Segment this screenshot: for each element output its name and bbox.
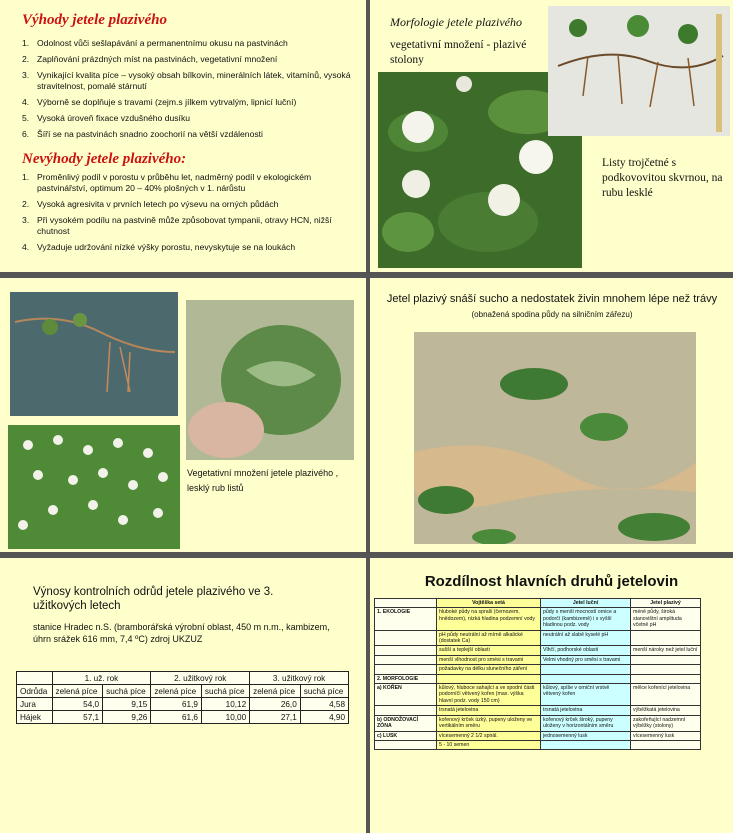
- table-row: Jura 54,0 9,15 61,9 10,12 26,0 4,58: [17, 698, 349, 711]
- list-item: 4. Vyžaduje udržování nízké výšky porostu, nevyskytuje se na loukách: [22, 242, 296, 252]
- table-cell: jednosemenný lusk: [541, 731, 631, 740]
- leaves-caption: Listy trojčetné s podkovovitou skvrnou, na rubu lesklé: [602, 157, 723, 199]
- table-cell: neutrální až slabě kyselé pH: [541, 630, 631, 646]
- header-cell: Jetel luční: [541, 599, 631, 608]
- table-row: [375, 608, 701, 630]
- stolon-mesh-photo: [10, 292, 178, 416]
- subheader-cell: zelená píce: [52, 685, 103, 698]
- table-cell: trsnatá jetelovina: [541, 706, 631, 715]
- table-cell: [375, 665, 437, 674]
- divider-vertical-bottom: [366, 558, 370, 833]
- subheader-cell: zelená píce: [250, 685, 301, 698]
- table-cell: půdy s menší mocností ornice a podorčí (kambizemě) i s vyšší hladinou podz. vody: [541, 608, 631, 630]
- subheader-cell: zelená píce: [151, 685, 202, 698]
- year-2-header: 2. užitkový rok: [151, 672, 250, 685]
- bare-soil-photo: [414, 332, 696, 544]
- table-cell: [631, 665, 701, 674]
- table-header-row: [375, 599, 701, 608]
- subheader-cell: suchá píce: [201, 685, 249, 698]
- table-row: [375, 630, 701, 646]
- table-cell: vícesemenný 2 1/2 spirál.: [437, 731, 541, 740]
- year-1-header: 1. už. rok: [52, 672, 151, 685]
- table-row: [375, 684, 701, 706]
- list-item: 1. Odolnost vůči sešlapávání a permanentnímu okusu na pastvinách: [22, 38, 288, 48]
- variety-header: Odrůda: [17, 685, 53, 698]
- table-cell: trsnatá jetelovina: [437, 706, 541, 715]
- table-row: [375, 715, 701, 731]
- drought-note: (obnažená spodina půdy na silničním zářezu): [471, 310, 633, 319]
- list-item: 2. Zaplňování prázdných míst na pastvinách, vegetativní množení: [22, 54, 278, 64]
- table-cell: kůlový, spíše v orniční vrstvě větvený kořen: [541, 684, 631, 706]
- list-item: 5. Vysoká úroveň fixace vzdušného dusíku: [22, 113, 191, 123]
- slide-comparison: [370, 558, 733, 833]
- table-cell: menší vlhodnost pro smési s travami: [437, 655, 541, 664]
- list-item: 1. Proměnlivý podíl v porostu v průběhu let, nadměrný podíl v ekologickém pastvinářství, optimum 20 – 40% plošných v 1. nárůstu: [22, 172, 312, 193]
- white-clover-lawn-photo: [8, 425, 180, 549]
- table-cell: [375, 740, 437, 749]
- subheader-cell: suchá píce: [103, 685, 151, 698]
- table-cell: zakořeňující nadzemní výběžky (stolony): [631, 715, 701, 731]
- header-cell: [375, 599, 437, 608]
- table-cell: [541, 665, 631, 674]
- table-cell: b) ODNOŽOVACÍ ZÓNA: [375, 715, 437, 731]
- vegetative-caption: Vegetativní množení jetele plazivého , lesklý rub listů: [187, 468, 339, 493]
- table-cell: [375, 630, 437, 646]
- table-row: [375, 706, 701, 715]
- table-cell: [375, 655, 437, 664]
- comparison-title: Rozdílnost hlavních druhů jetelovin: [424, 573, 679, 590]
- table-cell: výběžkatá jetelovina: [631, 706, 701, 715]
- table-cell: mělce kořenící jetelovina: [631, 684, 701, 706]
- table-row: Hájek 57,1 9,26 61,6 10,00 27,1 4,90: [17, 711, 349, 724]
- list-item: 2. Vysoká agresivita v prvních letech po výsevu na orných půdách: [22, 199, 279, 209]
- list-item: 6. Šíří se na pastvinách snadno zoochorií na větší vzdálenosti: [22, 129, 263, 139]
- table-subheader-row: [17, 685, 349, 698]
- table-cell: hluboké půdy na spraši (černozem, hnědozem), nízká hladina podzemní vody: [437, 608, 541, 630]
- table-cell: [541, 674, 631, 683]
- table-cell: Vlhčí, podhorské oblasti: [541, 646, 631, 655]
- list-item: 4. Výborně se doplňuje s travami (zejm.s jílkem vytrvalým, lipnicí luční): [22, 97, 297, 107]
- year-3-header: 3. užitkový rok: [250, 672, 349, 685]
- list-item: 3. Při vysokém podílu na pastvině může způsobovat tympanii, otravy HCN, nižší chutnost: [22, 215, 332, 236]
- comparison-table: [374, 598, 701, 750]
- table-cell: [631, 740, 701, 749]
- table-cell: požadavky na délku slunečního záření: [437, 665, 541, 674]
- table-cell: 5 - 10 semen: [437, 740, 541, 749]
- yields-table: [16, 671, 349, 724]
- table-row: [375, 731, 701, 740]
- table-cell: [541, 740, 631, 749]
- advantages-list: [22, 38, 352, 145]
- divider-vertical-middle: [366, 278, 370, 552]
- divider-vertical-top: [366, 0, 370, 272]
- subheader-cell: suchá píce: [300, 685, 348, 698]
- table-cell: kořenový krček úzký, pupeny uloženy ve vertikálním směru: [437, 715, 541, 731]
- morphology-title: Morfologie jetele plazivého: [390, 15, 522, 29]
- table-cell: [437, 674, 541, 683]
- list-item: 3. Vynikající kvalita píce – vysoký obsah bílkovin, minerálních látek, vitamínů, vysoká stravitelnost, pomalé stárnutí: [22, 70, 351, 91]
- yields-title: Výnosy kontrolních odrůd jetele plazivého ve 3. užitkových letech: [33, 586, 274, 612]
- table-cell: kořenový krček široký, pupeny uloženy v horizontálním směru: [541, 715, 631, 731]
- slide-advantages: [0, 0, 366, 272]
- morphology-subtitle: vegetativní množení - plazivé stolony: [390, 39, 527, 66]
- drought-title: Jetel plazivý snáší sucho a nedostatek živin mnohem lépe než trávy (obnažená spodina půdy na silničním zářezu): [386, 293, 718, 319]
- table-cell: c) LUSK: [375, 731, 437, 740]
- header-cell: Jetel plazivý: [631, 599, 701, 608]
- table-row: [375, 665, 701, 674]
- table-cell: [375, 706, 437, 715]
- table-cell: pH půdy neutrální až mírně alkalické (dostatek Ca): [437, 630, 541, 646]
- yields-subtitle: stanice Hradec n.S. (bramborářská výrobní oblast, 450 m n.m., kambizem, úhrn srážek 616 mm, 7,4 ºC) zdroj UKZUZ: [33, 622, 330, 644]
- table-row: [375, 655, 701, 664]
- disadvantages-list: [22, 172, 342, 258]
- table-cell: 2. MORFOLOGIE: [375, 674, 437, 683]
- slide-drought: [370, 278, 733, 552]
- table-cell: a) KOŘEN: [375, 684, 437, 706]
- header-cell: Vojtěška setá: [437, 599, 541, 608]
- table-cell: [631, 630, 701, 646]
- leaf-underside-photo: [186, 300, 354, 460]
- table-cell: [375, 646, 437, 655]
- table-row: [375, 646, 701, 655]
- table-cell: menší nároky než jetel luční: [631, 646, 701, 655]
- table-row: [375, 674, 701, 683]
- disadvantages-title: Nevýhody jetele plazivého:: [22, 151, 187, 167]
- slide-morphology: [370, 0, 733, 272]
- slide-yields: [0, 558, 366, 833]
- table-cell: [631, 655, 701, 664]
- table-header-row: [17, 672, 349, 685]
- table-row: [375, 740, 701, 749]
- advantages-title: Výhody jetele plazivého: [22, 12, 167, 28]
- table-cell: 1. EKOLOGIE: [375, 608, 437, 630]
- table-cell: sušší a teplejší oblasti: [437, 646, 541, 655]
- stolon-photo: [548, 6, 730, 136]
- slide-vegetative: [0, 278, 366, 552]
- table-cell: méně půdy, široká stanovištní amplituda včetně pH: [631, 608, 701, 630]
- table-cell: [631, 674, 701, 683]
- table-cell: vícesemenný lusk: [631, 731, 701, 740]
- table-cell: kůlový, hluboce sahající a ve spodní části podorníčí větvený kořen (max. výška hlavní podz. vody 150 cm): [437, 684, 541, 706]
- table-cell: Velmi vhodný pro směsi s travami: [541, 655, 631, 664]
